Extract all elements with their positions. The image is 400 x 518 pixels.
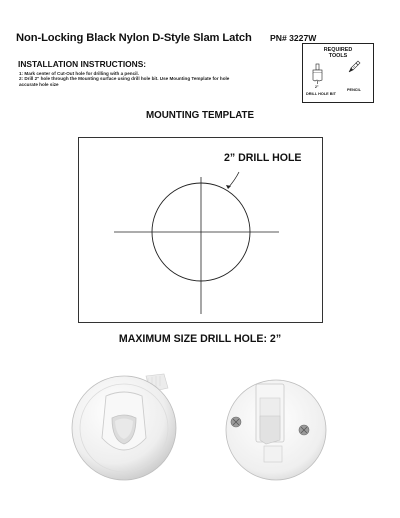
latch-back-photo <box>220 374 334 484</box>
instructions-heading: INSTALLATION INSTRUCTIONS: <box>18 59 147 69</box>
drill-bit-icon <box>313 64 322 84</box>
latch-front-photo <box>68 366 192 486</box>
instruction-step-2: 2: Drill 2" hole through the Mounting surface using drill hole bit. Use Mounting Template for hole <box>19 76 230 82</box>
required-tools-title-line2: TOOLS <box>328 53 348 59</box>
drill-hole-label: 2” DRILL HOLE <box>224 152 302 164</box>
drill-bit-size: 2" <box>315 85 319 89</box>
mounting-template <box>78 137 323 323</box>
instructions-text <box>19 71 289 87</box>
pencil-icon <box>349 61 360 72</box>
part-number: PN# 3227W <box>270 33 317 43</box>
instruction-step-2-cont: accurate hole size <box>19 81 59 87</box>
template-drawing <box>79 138 324 324</box>
pencil-label: PENCIL <box>347 88 361 92</box>
max-drill-hole-heading: MAXIMUM SIZE DRILL HOLE: 2” <box>118 333 282 345</box>
mounting-template-heading: MOUNTING TEMPLATE <box>145 110 255 121</box>
screw-icon <box>231 417 241 427</box>
drill-hole-arrow <box>228 172 239 188</box>
drill-bit-label: DRILL HOLE BIT <box>306 92 336 96</box>
product-title: Non-Locking Black Nylon D-Style Slam Latch <box>16 32 252 44</box>
instruction-step-1: 1: Mark center of Cut-Out hole for drilling with a pencil. <box>19 71 139 76</box>
screw-icon <box>299 425 309 435</box>
required-tools-title-line1: REQUIRED <box>323 47 353 53</box>
required-tools-box <box>302 43 374 103</box>
